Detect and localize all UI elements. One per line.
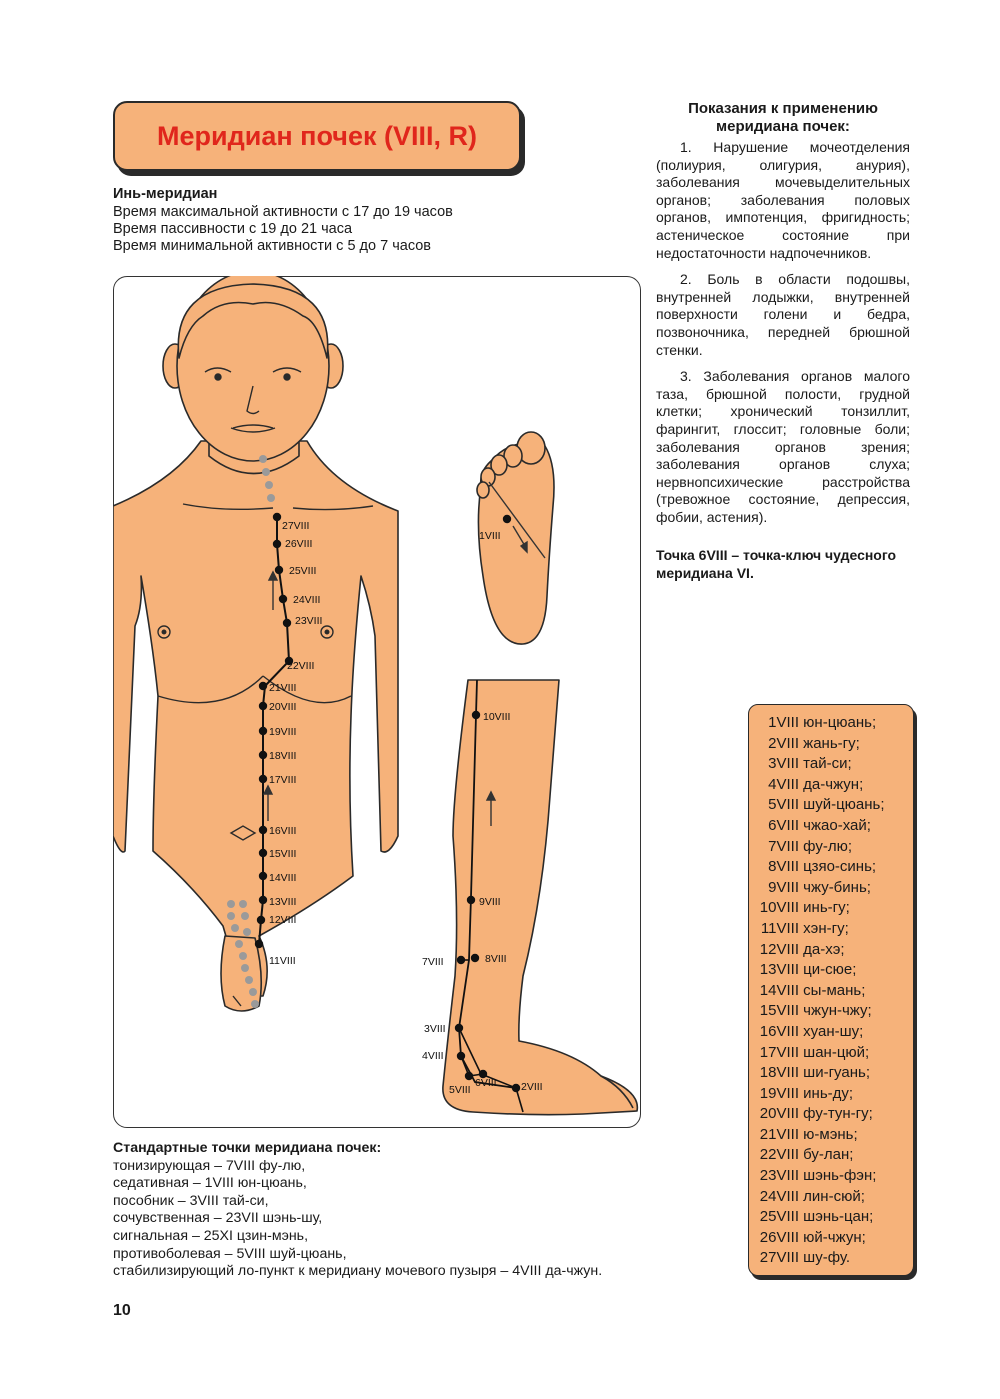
point-list-item bbox=[749, 1043, 913, 1064]
standard-point-line: пособник – 3VIII тай-си, bbox=[113, 1192, 269, 1209]
point-list-item bbox=[749, 1084, 913, 1105]
point-code: 19VIII bbox=[759, 1084, 799, 1102]
point-code: 23VIII bbox=[759, 1167, 799, 1185]
point-code: 10VIII bbox=[759, 899, 799, 917]
point-label: 15VIII bbox=[269, 848, 297, 860]
point-list-item bbox=[749, 1207, 913, 1228]
point-label: 10VIII bbox=[483, 711, 511, 723]
point-name: лин-сюй; bbox=[803, 1187, 865, 1205]
point-label: 14VIII bbox=[269, 872, 297, 884]
point-code: 13VIII bbox=[759, 961, 799, 979]
point-code: 24VIII bbox=[759, 1187, 799, 1205]
page-number: 10 bbox=[113, 1302, 131, 1319]
point-name: хуан-шу; bbox=[803, 1022, 864, 1040]
point-list-item bbox=[749, 1063, 913, 1084]
point-label: 22VIII bbox=[287, 660, 315, 672]
meridian-type-heading: Инь-меридиан bbox=[113, 186, 218, 202]
standard-point-line: тонизирующая – 7VIII фу-лю, bbox=[113, 1157, 306, 1174]
point-label: 27VIII bbox=[282, 520, 310, 532]
page-title: Меридиан почек (VIII, R) bbox=[157, 121, 477, 151]
point-label: 21VIII bbox=[269, 682, 297, 694]
point-label: 16VIII bbox=[269, 825, 297, 837]
point-code: 17VIII bbox=[759, 1043, 799, 1061]
point-code: 25VIII bbox=[759, 1208, 799, 1226]
key-point-note: Точка 6VIII – точка-ключ чудесного меридиана VI. bbox=[656, 547, 897, 581]
point-code: 22VIII bbox=[759, 1146, 799, 1164]
standard-point-line: сочувственная – 23VII шэнь-шу, bbox=[113, 1210, 323, 1227]
points-list-box bbox=[748, 704, 914, 1276]
point-label: 13VIII bbox=[269, 896, 297, 908]
point-name: хэн-гу; bbox=[803, 919, 849, 937]
point-label: 25VIII bbox=[289, 565, 317, 577]
point-name: шэнь-фэн; bbox=[803, 1167, 877, 1185]
indication-item: 3. Заболевания органов малого таза, брюшной полости, грудной клетки; хронический тонзиллит, фарингит, глоссит; головные боли; заболевания органов зрения; заболевания органов слуха; нервнопсихические расстройства (тревожное состояние, депрессия, фобии, астения). bbox=[656, 368, 910, 525]
standard-points-section bbox=[113, 1140, 673, 1281]
point-name: цзяо-синь; bbox=[803, 858, 877, 876]
point-list-item bbox=[749, 1248, 913, 1269]
point-list-item bbox=[749, 981, 913, 1002]
indication-item: 1. Нарушение мочеотделения (полиурия, олигурия, анурия), заболевания мочевыделительных органов; заболевания половых органов, импотенция, фригидность; астеническое состояние при недостаточности надпочечников. bbox=[656, 139, 910, 261]
points-list bbox=[749, 705, 913, 1269]
point-name: чжун-чжу; bbox=[803, 1002, 872, 1020]
point-list-item bbox=[749, 1001, 913, 1022]
point-name: фу-тун-гу; bbox=[803, 1105, 873, 1123]
standard-point-line: седативная – 1VIII юн-цюань, bbox=[113, 1175, 307, 1192]
point-list-item bbox=[749, 1228, 913, 1249]
title-box bbox=[113, 101, 521, 171]
standard-point-line: стабилизирующий ло-пункт к меридиану мочевого пузыря – 4VIII да-чжун. bbox=[113, 1263, 603, 1280]
point-list-item bbox=[749, 1187, 913, 1208]
point-code: 20VIII bbox=[759, 1105, 799, 1123]
point-name: инь-ду; bbox=[803, 1084, 854, 1102]
point-code: 18VIII bbox=[759, 1064, 799, 1082]
point-label: 26VIII bbox=[285, 538, 313, 550]
point-label: 12VIII bbox=[269, 914, 297, 926]
point-code: 3VIII bbox=[768, 755, 799, 773]
point-list-item bbox=[749, 775, 913, 796]
indications-heading: Показания к применению меридиана почек: bbox=[688, 100, 878, 135]
point-code: 26VIII bbox=[759, 1228, 799, 1246]
human-body-figure bbox=[113, 276, 398, 1011]
point-name: шэнь-цан; bbox=[803, 1208, 874, 1226]
point-name: ци-сюе; bbox=[803, 961, 857, 979]
point-code: 4VIII bbox=[768, 775, 799, 793]
point-name: тай-си; bbox=[803, 755, 852, 773]
point-list-item bbox=[749, 713, 913, 734]
point-name: инь-гу; bbox=[803, 899, 850, 917]
point-label: 6VIII bbox=[475, 1077, 497, 1089]
indication-item: 2. Боль в области подошвы, внутренней лодыжки, внутренней поверхности голени и бедра, позвоночника, передней брюшной стенки. bbox=[656, 271, 910, 358]
point-list-item bbox=[749, 1166, 913, 1187]
point-list-item bbox=[749, 754, 913, 775]
point-label: 9VIII bbox=[479, 896, 501, 908]
standard-point-line: противоболевая – 5VIII шуй-цюань, bbox=[113, 1245, 347, 1262]
point-label: 24VIII bbox=[293, 594, 321, 606]
point-list-item bbox=[749, 960, 913, 981]
standard-points-heading: Стандартные точки меридиана почек: bbox=[113, 1140, 382, 1156]
point-code: 14VIII bbox=[759, 981, 799, 999]
point-code: 2VIII bbox=[768, 734, 799, 752]
point-code: 12VIII bbox=[759, 940, 799, 958]
point-name: фу-лю; bbox=[803, 837, 853, 855]
point-label: 20VIII bbox=[269, 701, 297, 713]
point-list-item bbox=[749, 734, 913, 755]
point-list-item bbox=[749, 919, 913, 940]
point-label: 11VIII bbox=[269, 955, 296, 967]
point-name: да-чжун; bbox=[803, 775, 864, 793]
point-code: 15VIII bbox=[759, 1002, 799, 1020]
point-code: 9VIII bbox=[768, 878, 799, 896]
point-list-item bbox=[749, 878, 913, 899]
point-label: 5VIII bbox=[449, 1084, 471, 1096]
point-code: 5VIII bbox=[768, 796, 799, 814]
point-code: 1VIII bbox=[768, 714, 799, 731]
point-list-item bbox=[749, 837, 913, 858]
point-code: 27VIII bbox=[759, 1249, 799, 1267]
foot-point bbox=[503, 515, 511, 523]
point-name: шу-фу. bbox=[803, 1249, 851, 1267]
point-name: ю-мэнь; bbox=[803, 1125, 858, 1143]
point-list-item bbox=[749, 1022, 913, 1043]
point-code: 7VIII bbox=[768, 837, 799, 855]
point-label: 7VIII bbox=[422, 956, 444, 968]
point-list-item bbox=[749, 1104, 913, 1125]
point-list-item bbox=[749, 857, 913, 878]
point-name: шуй-цюань; bbox=[803, 796, 885, 814]
indications-section bbox=[656, 100, 910, 535]
point-code: 16VIII bbox=[759, 1022, 799, 1040]
standard-point-line: сигнальная – 25XI цзин-мэнь, bbox=[113, 1227, 309, 1244]
point-code: 21VIII bbox=[759, 1125, 799, 1143]
point-code: 6VIII bbox=[768, 816, 799, 834]
point-code: 11VIII bbox=[760, 919, 799, 937]
point-name: сы-мань; bbox=[803, 981, 866, 999]
point-label: 8VIII bbox=[485, 953, 507, 965]
point-list-item bbox=[749, 795, 913, 816]
point-name: юн-цюань; bbox=[803, 714, 877, 731]
point-code: 8VIII bbox=[768, 858, 799, 876]
point-list-item bbox=[749, 816, 913, 837]
point-label: 19VIII bbox=[269, 726, 297, 738]
point-label: 2VIII bbox=[521, 1081, 543, 1093]
point-label: 17VIII bbox=[269, 774, 297, 786]
activity-line: Время минимальной активности с 5 до 7 часов bbox=[113, 238, 431, 254]
point-list-item bbox=[749, 1145, 913, 1166]
point-name: бу-лан; bbox=[803, 1146, 854, 1164]
point-name: жань-гу; bbox=[803, 734, 860, 752]
point-list-item bbox=[749, 940, 913, 961]
meridian-illustration bbox=[113, 276, 639, 1126]
point-name: да-хэ; bbox=[803, 940, 845, 958]
activity-line: Время максимальной активности с 17 до 19 часов bbox=[113, 204, 453, 220]
point-list-item bbox=[749, 898, 913, 919]
point-label: 3VIII bbox=[424, 1023, 446, 1035]
point-label: 23VIII bbox=[295, 615, 323, 627]
point-name: юй-чжун; bbox=[803, 1228, 866, 1246]
point-label: 18VIII bbox=[269, 750, 297, 762]
point-name: чжу-бинь; bbox=[803, 878, 871, 896]
activity-line: Время пассивности с 19 до 21 часа bbox=[113, 221, 353, 237]
point-list-item bbox=[749, 1125, 913, 1146]
point-name: шан-цюй; bbox=[803, 1043, 870, 1061]
point-label: 1VIII bbox=[479, 530, 501, 542]
point-label: 4VIII bbox=[422, 1050, 444, 1062]
point-name: чжао-хай; bbox=[803, 816, 871, 834]
point-name: ши-гуань; bbox=[803, 1064, 870, 1082]
